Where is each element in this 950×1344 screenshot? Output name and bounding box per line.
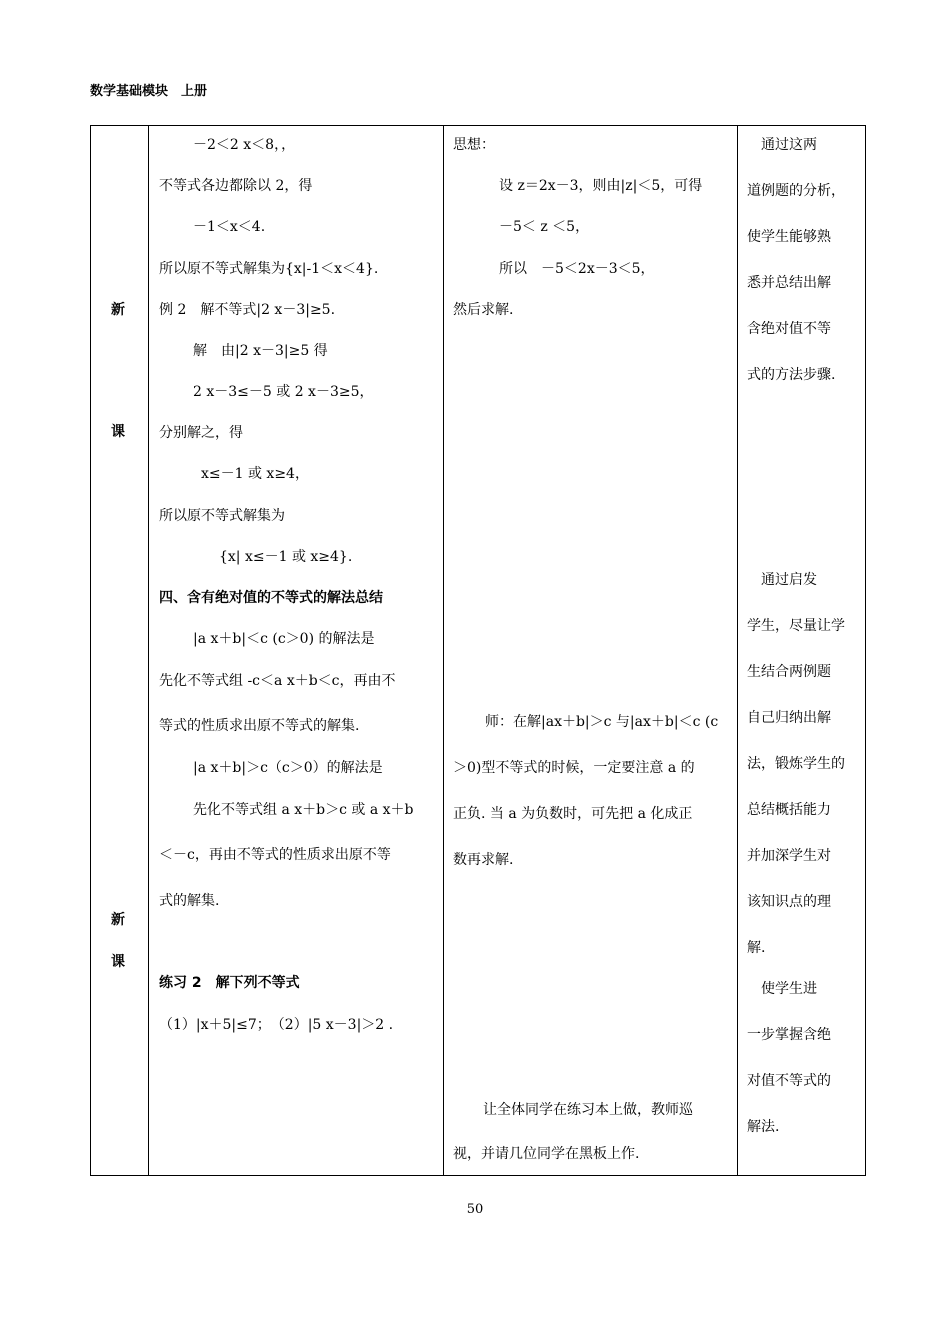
section-label: 课 [111, 424, 125, 440]
text-line: 所以原不等式解集为{x|-1＜x＜4}. [159, 261, 379, 277]
math-line: x≤－1 或 x≥4， [201, 466, 309, 482]
math-line: {x| x≤－1 或 x≥4}. [219, 549, 353, 565]
text-line: 不等式各边都除以 2，得 [159, 178, 313, 194]
math-line: 所以 －5＜2x－3＜5， [499, 261, 655, 277]
purpose-note: 使学生进 一步掌握含绝 对值不等式的 解法. [747, 981, 831, 1135]
math-line: －5＜ z ＜5， [499, 219, 590, 235]
math-line: －1＜x＜4. [193, 219, 266, 235]
section-label: 新 [111, 302, 125, 318]
example-title: 例 2 解不等式|2 x－3|≥5. [159, 302, 336, 318]
text-line: 数再求解. [453, 852, 514, 868]
text-line: 先化不等式组 -c＜a x＋b＜c，再由不 [159, 673, 396, 689]
column-divider [148, 126, 149, 1175]
math-line: 2 x－3≤－5 或 2 x－3≥5， [193, 384, 374, 400]
text-line: 正负. 当 a 为负数时，可先把 a 化成正 [453, 806, 693, 822]
solution-line: 解 由|2 x－3|≥5 得 [193, 343, 328, 359]
text-line: 设 z＝2x－3，则由|z|＜5，可得 [499, 178, 703, 194]
math-line: －2＜2 x＜8，， [193, 137, 296, 153]
exercise-items: （1）|x＋5|≤7； （2）|5 x－3|＞2 . [159, 1017, 394, 1033]
lesson-table [90, 125, 866, 1176]
text-line: 所以原不等式解集为 [159, 508, 285, 524]
text-line: 让全体同学在练习本上做，教师巡 [483, 1102, 693, 1118]
column-divider [737, 126, 738, 1175]
text-line: ＜－c，再由不等式的性质求出原不等 [159, 847, 391, 863]
text-line: 视，并请几位同学在黑板上作. [453, 1146, 640, 1162]
section-label: 课 [111, 954, 125, 970]
text-line: 式的解集. [159, 893, 220, 909]
purpose-note: 通过启发 学生，尽量让学 生结合两例题 自己归纳出解 法，锻炼学生的 总结概括能力 并加深学生对 该知识点的理 解. [747, 572, 845, 956]
page-number: 50 [466, 1202, 484, 1217]
page-header: 数学基础模块 上册 [90, 84, 208, 99]
text-line: 等式的性质求出原不等式的解集. [159, 718, 360, 734]
section-heading: 四、含有绝对值的不等式的解法总结 [159, 590, 383, 606]
purpose-note: 通过这两 道例题的分析， 使学生能够熟 悉并总结出解 含绝对值不等 式的方法步骤. [747, 137, 845, 383]
text-line: 先化不等式组 a x＋b＞c 或 a x＋b [193, 802, 414, 818]
exercise-title: 练习 2 解下列不等式 [159, 975, 300, 991]
text-line: |a x＋b|＞c（c＞0）的解法是 [193, 760, 383, 776]
text-line: 然后求解. [453, 302, 514, 318]
text-line: 分别解之，得 [159, 425, 243, 441]
text-line: 思想： [453, 137, 495, 153]
column-divider [443, 126, 444, 1175]
text-line: |a x＋b|＜c (c＞0) 的解法是 [193, 631, 375, 647]
section-label: 新 [111, 912, 125, 928]
text-line: 师：在解|ax＋b|＞c 与|ax＋b|＜c (c [485, 714, 719, 730]
text-line: ＞0)型不等式的时候，一定要注意 a 的 [453, 760, 695, 776]
